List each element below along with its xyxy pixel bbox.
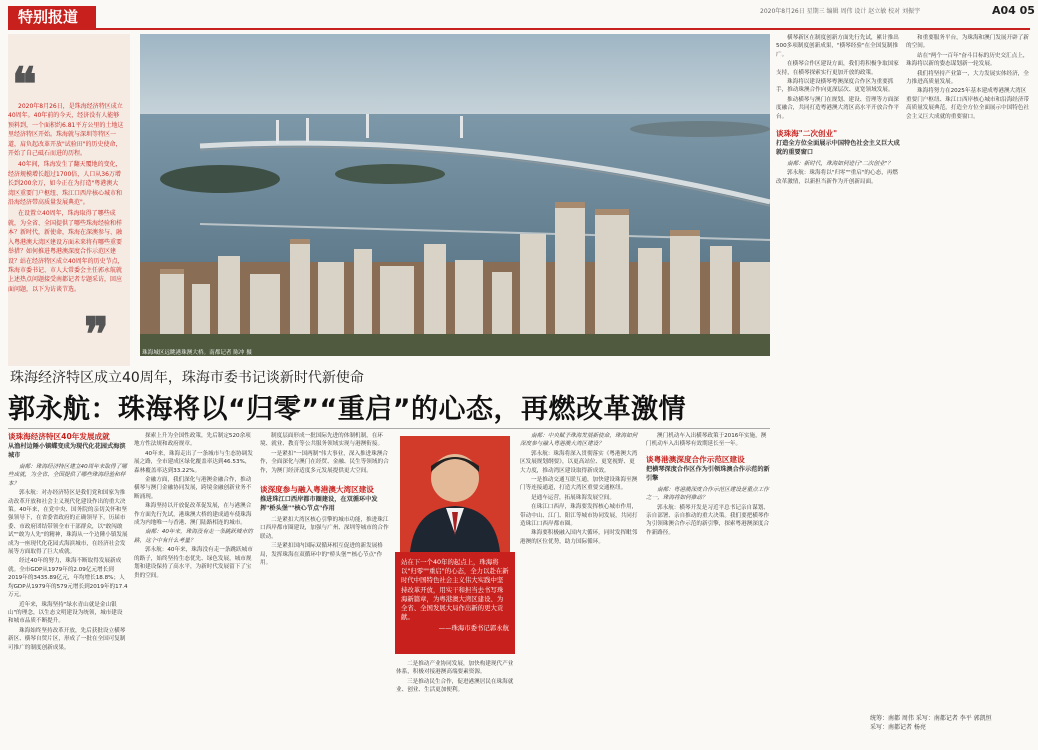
answer-paragraph: 珠海坚持以开放促改革促发展，在与港澳合作方面先行先试，港珠澳大桥的建成通车使珠海成为内地唯一与香港、澳门陆路相连的城市。: [134, 503, 252, 527]
section-title: 谈珠海"二次创业": [776, 129, 838, 139]
answer-paragraph: 金融方面，我们深化与港澳金融合作，推动横琴与澳门金融协同发展，跨境金融创新业务不断涌现。: [134, 477, 252, 500]
question-paragraph: 南都：40年来，珠海没有走一条跳跃城市的路，这个中有什么考量？: [134, 529, 253, 544]
article-column-1: [8, 432, 128, 748]
answer-paragraph: 和重要服务平台，为珠海和澳门发展开辟了新的空间。: [906, 35, 1029, 50]
editor-credits: [870, 714, 992, 732]
answer-paragraph: 制度层面形成一批国际先进的体制机制，在环境、就业、教育等公共服务领域实现与港澳衔接。: [260, 433, 384, 448]
answer-paragraph: 一是紧扣"一国两制"伟大事业，深入推进珠澳合作，全面深化与澳门在经贸、金融、民生等领域的合作，为澳门经济适度多元发展提供更大空间。: [260, 450, 389, 474]
intro-paragraph: 在设置立40周年，珠海取得了哪些成就，为全省、全国提供了哪些珠海经验和样本？新时代，新使命，珠海在深澳参与、融入粤港澳大湾区建设方面未来将有哪些重要举措？如何推进粤港澳深度合作示范区建设？站在经济特区成立40周年的历史节点，珠海市委书记、市人大常委会主任郭永航就上述热点问题接受南都记者专题采访，回应面问题，以下为访谈节选。: [8, 210, 124, 293]
answer-paragraph: 郭永航：珠海将深入贯彻落实《粤港澳大湾区发展规划纲要》，以更高站位、更宽视野、更大力度，推动湾区建设取得新成效。: [520, 450, 638, 474]
answer-paragraph: 澳门机动车入出横琴政策于2016年实施，澳门机动车入出横琴有效期延长至一年。: [646, 433, 767, 448]
article-column-7: [776, 34, 900, 710]
answer-paragraph: 二是推动产业协同发展，加快构建现代产业体系，积极对接港澳高端要素资源。: [396, 661, 514, 676]
section-subtitle: 把横琴深度合作区作为引领珠澳合作示范的新引擎: [646, 465, 770, 482]
answer-paragraph: 三是紧扣国内国际双循环相互促进的新发展格局，发挥珠海在双循环中的"桥头堡""核心节点"作用。: [260, 543, 383, 567]
question-paragraph: 南都：新时代，珠海如何进行"二次创业"？: [787, 161, 893, 168]
pull-quote-text: 站在下一个40年的起点上，珠海将以"归零""重启"的心态，全力以赴在新时代中国特色社会主义伟大实践中坚持改革开放，用实干和担当去书写珠海新篇章，为粤港澳大湾区建设、为全省、全国发展大局作出新的更大贡献。: [401, 558, 509, 622]
answer-paragraph: 横琴新区在制度创新方面先行先试，累计推出500多项制度创新成果，"横琴经验"在全国复制推广。: [776, 35, 899, 58]
article-column-4-lower: [396, 660, 516, 748]
pull-quote: [395, 552, 515, 654]
editor-line: 采写：南都记者 杨亮: [870, 724, 926, 731]
editor-line: 统筹：南都 周伟 采写：南都记者 李平 郭凯恒: [870, 715, 992, 722]
pull-quote-attribution: ——珠海市委书记郭永航: [438, 624, 509, 633]
photo-illustration: [140, 34, 770, 356]
main-headline: 郭永航：珠海将以“归零”“重启”的心态，再燃改革激情: [8, 394, 686, 425]
answer-paragraph: 珠海要积极融入国内大循环，同时发挥毗邻港澳的区位优势，助力国际循环。: [520, 530, 638, 545]
answer-paragraph: 探索上升为全国性政策，先后制定520余项地方性法规和政府规章。: [134, 433, 251, 448]
answer-paragraph: 二是紧扣大湾区核心引擎的城市功能，推进珠江口西岸都市圈建设，加强与广州、深圳等城市的合作联动。: [260, 517, 389, 540]
intro-text: [8, 102, 124, 296]
header-meta: 2020年8月26日 星期三 编辑 周伟 设计 赵立敏 校对 刘振宇: [760, 8, 921, 15]
answer-paragraph: 郭永航：对办经济特区是我们党和国家为推动改革开放和社会主义现代化建设作出的重大决策。40年来，在党中央、国务院的亲切关怀和坚强领导下，在省委省政府的正确领导下，历届市委、市政府团结带领全市干部群众，以"敢闯敢试""敢为人先"的精神，珠海从一个边陲小镇发展成为一座现代化花园式海滨城市，在经济社会发展等方面取得了巨大成就。: [8, 490, 128, 556]
section-subtitle: 从渔村边陲小镇蝶变成为现代化花园式海滨城市: [8, 443, 126, 459]
answer-paragraph: 珠海始终坚持改革开放，先后获批设立横琴新区、横琴自贸片区，形成了一批在全国可复制可推广的制度创新成果。: [8, 627, 126, 651]
answer-paragraph: 珠海将以建设横琴粤澳深度合作区为重要抓手，推动珠澳合作向更深层次、更宽领域发展。: [776, 79, 894, 94]
answer-paragraph: 站在"两个一百年"奋斗目标的历史交汇点上，珠海将以新的姿态谋划新一轮发展。: [906, 52, 1029, 68]
answer-paragraph: 一是推动交通互联互通，加快建设珠海至澳门等连接通道，打造大湾区重要交通枢纽。: [520, 477, 638, 492]
article-column-5: [520, 432, 640, 748]
answer-paragraph: 郭永航：40年来，珠海没有走一条跳跃城市的路子，始终坚持生态优先、绿色发展，城市规划和建设保持了高水平，为新时代发展留下了宝贵的空间。: [134, 547, 253, 579]
headline-divider: [8, 428, 770, 429]
question-paragraph: 南都：中央赋予珠海发展新使命，珠海如何深度参与融入粤港澳大湾区建设？: [520, 433, 638, 448]
answer-paragraph: 40年来，珠海走出了一条城市与生态协调发展之路，全市建成区绿化覆盖率达到46.53%，森林覆盖率达到33.22%。: [134, 450, 253, 474]
answer-paragraph: 郭永航：横琴开发是习近平总书记亲自谋划、亲自部署、亲自推动的重大决策。我们要把横琴作为引领珠澳合作示范的新引擎，探索粤港澳深度合作新路径。: [646, 504, 770, 536]
answer-paragraph: 在横琴合作区建设方面，我们将积极争取国家支持，在横琴探索实行更加开放的政策。: [776, 61, 899, 76]
portrait-illustration: [400, 436, 510, 552]
answer-paragraph: 经过40年的努力，珠海不断取得发展新成就。全市GDP从1979年的2.09亿元增长到2019年的3435.89亿元，年均增长18.8%；人均GDP从1979年的579元增长到2019年的17.4万元。: [8, 558, 128, 599]
section-subtitle: 打造全方位全面展示中国特色社会主义巨大成就的重要窗口: [776, 140, 900, 157]
intro-paragraph: 2020年8月26日，是珠海经济特区成立40周年。40年前的今天，经济没有人能够预料到，一个面积约6.81平方公里的土地这里经济特区开始。珠海就与深圳等特区一道，肩负起改革开放"试验田"的历史使命，开始了自己砥石而进的历程。: [8, 103, 124, 158]
section-badge: 特别报道: [8, 6, 96, 28]
subheadline: 珠海经济特区成立40周年，珠海市委书记谈新时代新使命: [10, 370, 364, 386]
answer-paragraph: 近年来，珠海坚持"绿水青山就是金山银山"的理念，以生态文明建设为统领，城市建设和城市品质不断提升。: [8, 601, 123, 625]
answer-paragraph: 三是推动民生合作，促进港澳居民在珠海就业、创业、生活更加便利。: [396, 678, 514, 694]
article-column-8: [906, 34, 1030, 710]
answer-paragraph: 我们将坚持产业第一，大力发展实体经济，全力推进高质量发展。: [906, 70, 1029, 86]
portrait-photo: [400, 436, 510, 552]
close-quote-icon: ❞: [84, 307, 109, 361]
page-number: A04 05: [992, 4, 1035, 17]
section-title: 谈珠海经济特区40年发展成就: [8, 432, 110, 441]
photo-caption: 珠海城区远眺港珠澳大桥。南都记者 陈冲 摄: [142, 350, 252, 356]
question-paragraph: 南都：粤港澳深度合作示范区建设是重点工作之一，珠海将如何推动？: [646, 486, 769, 502]
answer-paragraph: 郭永航：珠海将以"归零""重启"的心态，再燃改革激情，以新担当新作为开创新局面。: [776, 170, 898, 185]
article-column-2: [134, 432, 254, 748]
answer-paragraph: 是通车运营，拓展珠海发展空间。: [531, 494, 615, 501]
question-paragraph: 南都：珠海经济特区建立40周年来取得了哪些成就，为全省、全国提供了哪些珠海经验和样本？: [8, 464, 127, 487]
answer-paragraph: 珠海将努力在2025年基本建成粤港澳大湾区重要门户枢纽、珠江口西岸核心城市和沿海经济带高质量发展典范，打造全方位全面展示中国特色社会主义巨大成就的重要窗口。: [906, 88, 1030, 120]
header-rule: [8, 28, 1030, 30]
answer-paragraph: 推动横琴与澳门在规划、建设、管理等方面深度融合，共同打造粤港澳大湾区高水平开放合作平台。: [776, 96, 900, 120]
section-title: 谈深度参与融入粤港澳大湾区建设: [260, 485, 374, 495]
section-title: 谈粤港澳深度合作示范区建设: [646, 454, 745, 464]
open-quote-icon: ❝: [12, 57, 37, 111]
answer-paragraph: 在珠江口西岸，珠海要发挥核心城市作用，带动中山、江门、阳江等城市协同发展，共同打造珠江口西岸都市圈。: [520, 504, 638, 528]
city-bridge-photo: [140, 34, 770, 356]
article-column-6: [646, 432, 770, 748]
section-subtitle: 推进珠江口西岸都市圈建设，在双循环中发挥"桥头堡""核心节点"作用: [260, 496, 378, 513]
article-column-3: [260, 432, 390, 748]
intro-paragraph: 40年间，珠海发生了翻天覆地的变化，经济规模增长超过1700倍，人口从36万增长到200余万，如今正在为打造"粤港澳大湾区重要门户枢纽、珠江口西岸核心城市和沿海经济带高质量发展典范"。: [8, 161, 123, 207]
